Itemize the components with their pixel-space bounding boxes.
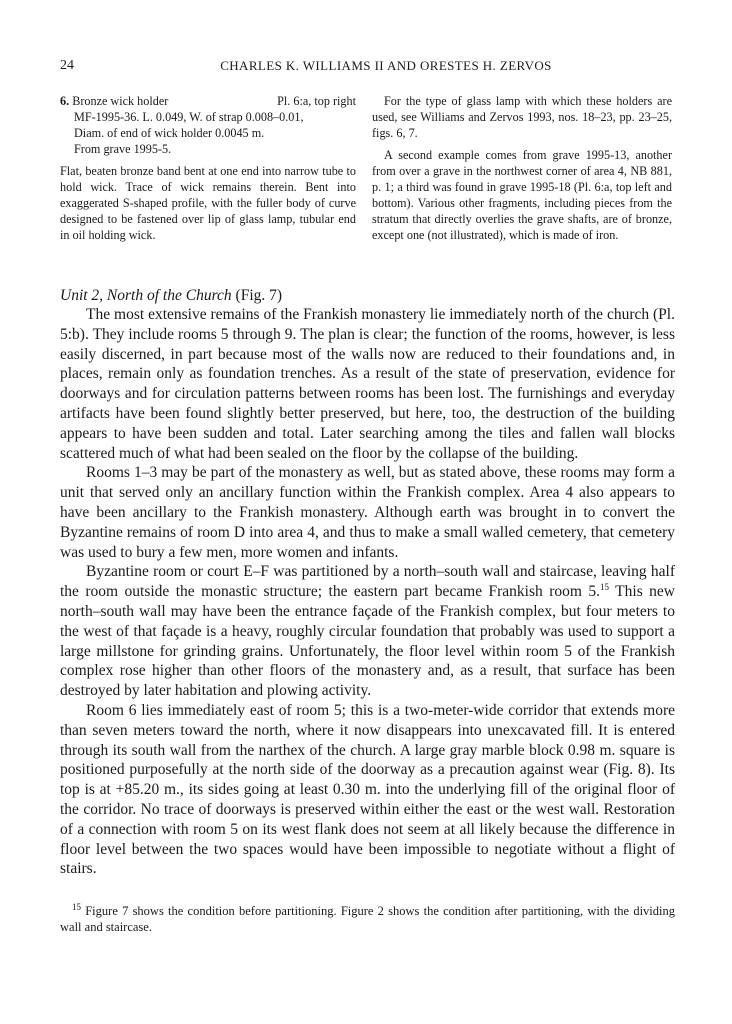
body-paragraph-2: Rooms 1–3 may be part of the monastery as well, but as stated above, these rooms may form a unit that served only an ancillary function within the Frankish complex. Area 4 also appears to have been ancillary to the Frankish monastery. Although earth was brought in to convert the Byzantine remains of room D into area 4, and thus to make a small walled cemetery, that cemetery was used to bury a few men, more women and infants.	[60, 464, 675, 561]
body-paragraph-3-part-2: This new north–south wall may have been the entrance façade of the Frankish complex, but four meters to the west of that façade is a heavy, roughly circular foundation that probably was used to support a large millstone for grinding grains. Unfortunately, the floor level within room 5 of the Frankish complex rose higher than other floors of the monastery and, as a result, that surface has been destroyed by later habitation and plowing activity.	[60, 583, 675, 700]
page-number: 24	[60, 58, 74, 73]
catalogue-number: 6.	[60, 94, 70, 108]
catalogue-provenance: From grave 1995-5.	[74, 142, 172, 156]
catalogue-commentary	[372, 93, 672, 243]
section-title: Unit 2, North of the Church	[60, 287, 232, 304]
body-paragraph-3	[60, 562, 675, 701]
footnote-text: Figure 7 shows the condition before partitioning. Figure 2 shows the condition after partitioning, with the dividing wall and staircase.	[60, 904, 675, 934]
footnote-reference[interactable]: 15	[600, 582, 610, 592]
commentary-paragraph-2: A second example comes from grave 1995-13, another from over a grave in the northwest corner of area 4, NB 881, p. 1; a third was found in grave 1995-18 (Pl. 6:a, top left and bottom). Various other fragments, including pieces from the stratum that directly overlies the grave shafts, are of bronze, except one (not illustrated), which is made of iron.	[372, 148, 672, 242]
footnote	[60, 903, 675, 935]
catalogue-plate-ref: Pl. 6:a, top right	[277, 94, 356, 108]
running-title: CHARLES K. WILLIAMS II AND ORESTES H. ZERVOS	[220, 58, 552, 73]
body-paragraph-4: Room 6 lies immediately east of room 5; this is a two-meter-wide corridor that extends more than seven meters toward the north, where it now disappears into unexcavated fill. It is entered through its south wall from the narthex of the church. A large gray marble block 0.98 m. square is positioned purposefully at the north side of the doorway as a precaution against wear (Fig. 8). Its top is at +85.20 m., its sides going at least 0.30 m. into the underlying fill of the original floor of the corridor. No trace of doorways is preserved within either the east or the west wall. Restoration of a connection with room 5 on its west flank does not seem at all likely because the difference in floor level between the two spaces would have been impossible to negotiate without a flight of stairs.	[60, 701, 675, 878]
catalogue-title: Bronze wick holder	[72, 94, 169, 108]
footnote-number: 15	[72, 901, 81, 912]
catalogue-entry	[60, 93, 356, 243]
catalogue-heading	[60, 93, 356, 109]
body-paragraph-1: The most extensive remains of the Frankish monastery lie immediately north of the church (Pl. 5:b). They include rooms 5 through 9. The plan is clear; the function of the rooms, however, is less easily discerned, in part because most of the walls now are reduced to their foundations and, in places, remain only as foundation trenches. As a result of the state of preservation, evidence for doorways and for circulation patterns between rooms has been lost. The furnishings and everyday artifacts have been found slightly better preserved, but here, too, the destruction of the building appears to have been sudden and total. Later searching among the tiles and fallen wall blocks scattered much of what had been sealed on the floor by the collapse of the building.	[60, 306, 675, 462]
catalogue-inventory: MF-1995-36. L. 0.049, W. of strap 0.008–0.01,	[74, 110, 304, 124]
section-figure-ref: (Fig. 7)	[235, 287, 283, 304]
page-header	[60, 58, 672, 78]
body-paragraph-3-part-1: Byzantine room or court E–F was partitioned by a north–south wall and staircase, leaving half the room outside the monastic structure; the eastern part became Frankish room 5.	[60, 563, 675, 601]
body-text	[60, 305, 675, 879]
section-heading	[60, 287, 282, 305]
commentary-paragraph-1: For the type of glass lamp with which these holders are used, see Williams and Zervos 1993, nos. 18–23, pp. 23–25, figs. 6, 7.	[372, 94, 672, 140]
catalogue-diameter: Diam. of end of wick holder 0.0045 m.	[74, 126, 265, 140]
catalogue-description: Flat, beaten bronze band bent at one end into narrow tube to hold wick. Trace of wick remains therein. Bent into exaggerated S-shaped profile, with the fuller body of curve designed to be fastened over lip of glass lamp, tubular end in oil holding wick.	[60, 164, 356, 242]
